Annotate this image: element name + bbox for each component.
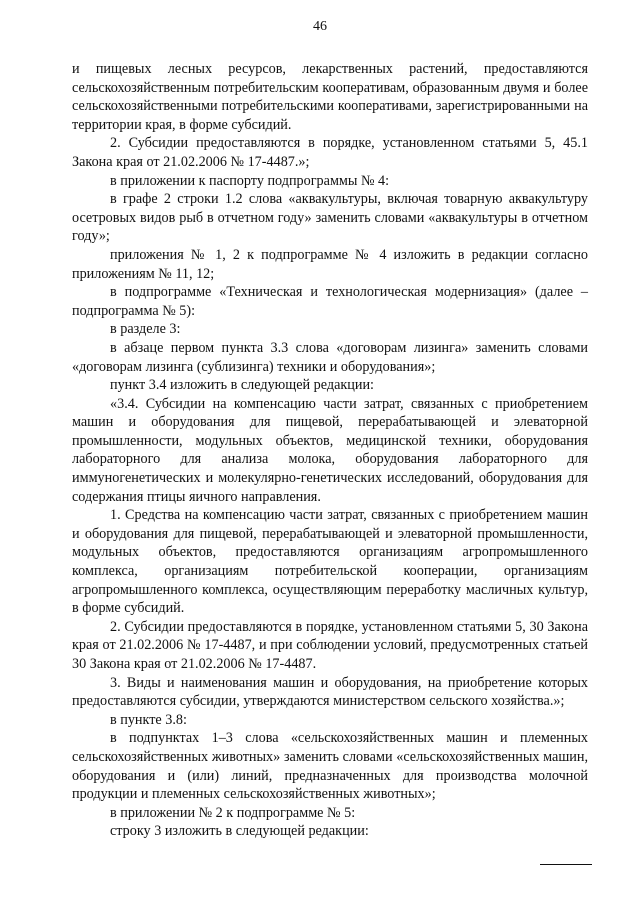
document-body <box>72 60 588 841</box>
paragraph: в приложении № 2 к подпрограмме № 5: <box>110 804 356 821</box>
footer-rule <box>540 864 592 865</box>
paragraph: в подпрограмме «Техническая и технологическая модернизация» (далее – подпрограмма № 5): <box>72 284 588 319</box>
paragraph: в разделе 3: <box>110 321 181 338</box>
paragraph: в приложении к паспорту подпрограммы № 4: <box>110 172 390 189</box>
paragraph: 3. Виды и наименования машин и оборудования, на приобретение которых предоставляются субсидии, утверждаются министерством сельского хозяйства.»; <box>72 674 588 710</box>
paragraph: 1. Средства на компенсацию части затрат, связанных с приобретением машин и оборудования для пищевой, перерабатывающей и элеваторной промышленности, модульных объектов, предоставляются организациям агропромышленного комплекса, организациям потребительской кооперации, организациям агропромышленного комплекса, осуществляющим переработку масличных культур, в форме субсидий. <box>72 507 588 617</box>
paragraph: пункт 3.4 изложить в следующей редакции: <box>110 377 374 394</box>
paragraph: «3.4. Субсидии на компенсацию части затрат, связанных с приобретением машин и оборудования для пищевой, перерабатывающей и элеваторной промышленности, модульных объектов, медицинской техники, оборудования лабораторного для анализа молока, оборудования лабораторного для иммуногенетических и молекулярно-генетических исследований, оборудования для содержания птицы яичного направления. <box>72 395 588 505</box>
page-number: 46 <box>313 19 327 34</box>
paragraph: строку 3 изложить в следующей редакции: <box>110 823 369 840</box>
paragraph: и пищевых лесных ресурсов, лекарственных растений, предоставляются сельскохозяйственным потребительским кооперативам, образованным двумя и более сельскохозяйственными потребительскими кооперативами, зарегистрированными на территории края, в форме субсидий. <box>72 61 588 133</box>
paragraph: в графе 2 строки 1.2 слова «аквакультуры, включая товарную аквакультуру осетровых видов рыб в отчетном году» заменить словами «аквакультуры в отчетном году»; <box>72 191 588 245</box>
paragraph: 2. Субсидии предоставляются в порядке, установленном статьями 5, 45.1 Закона края от 21.02.2006 № 17-4487.»; <box>72 135 588 170</box>
paragraph: в абзаце первом пункта 3.3 слова «договорам лизинга» заменить словами «договорам лизинга (сублизинга) техники и оборудования»; <box>72 339 588 375</box>
paragraph: в пункте 3.8: <box>110 711 187 728</box>
paragraph: в подпунктах 1–3 слова «сельскохозяйственных машин и племенных сельскохозяйственных животных» заменить словами «сельскохозяйственных машин, оборудования и (или) линий, предназначенных для производства молочной продукции и племенных сельскохозяйственных животных»; <box>72 730 588 803</box>
paragraph: приложения № 1, 2 к подпрограмме № 4 изложить в редакции согласно приложениям № 11, 12; <box>72 246 588 282</box>
paragraph: 2. Субсидии предоставляются в порядке, установленном статьями 5, 30 Закона края от 21.02.2006 № 17-4487, и при соблюдении условий, предусмотренных статьей 30 Закона края от 21.02.2006 № 17-4487. <box>72 618 588 672</box>
